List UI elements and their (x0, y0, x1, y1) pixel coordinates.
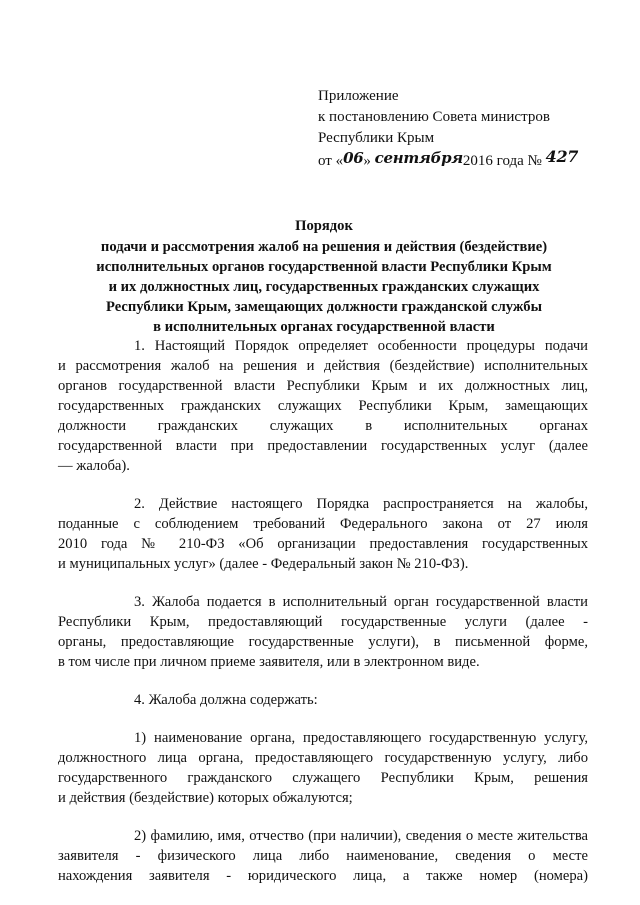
paragraph-line: 2) фамилию, имя, отчество (при наличии), сведения о месте жительства (134, 828, 588, 844)
date-year: 2016 года № (462, 153, 542, 169)
paragraph-line: государственного гражданского служащего Республики Крым, решения (58, 770, 588, 786)
paragraph-line: должности гражданских служащих в исполнительных органах (58, 418, 588, 434)
handwritten-day: 06 (343, 149, 364, 167)
paragraph-line: 2. Действие настоящего Порядка распространяется на жалобы, (134, 496, 588, 512)
document-title (60, 216, 588, 337)
paragraph-4-item-2 (58, 826, 588, 886)
handwritten-number: 427 (545, 147, 579, 166)
paragraph-line: 3. Жалоба подается в исполнительный орган государственной власти (134, 594, 588, 610)
paragraph-line: и муниципальных услуг» (далее - Федеральный закон № 210-ФЗ). (58, 556, 469, 572)
paragraph-line: государственных гражданских служащих Республики Крым, замещающих (58, 398, 588, 414)
title-heading: Порядок (295, 218, 353, 234)
date-prefix: от « (318, 153, 344, 169)
date-mid: » (363, 153, 371, 169)
appendix-region: Республики Крым (318, 130, 435, 146)
paragraph-line: поданные с соблюдением требований Федерального закона от 27 июля (58, 516, 588, 532)
title-line: Республики Крым, замещающих должности гражданской службы (106, 299, 542, 315)
paragraph-line: органы, предоставляющие государственные услуги), в письменной форме, (58, 634, 588, 650)
paragraph-2 (58, 494, 588, 574)
paragraph-line: государственной власти при предоставлении государственных услуг (далее (58, 438, 588, 454)
document-body (58, 336, 588, 886)
paragraph-1 (58, 336, 588, 476)
paragraph-line: — жалоба). (58, 458, 130, 474)
title-line: исполнительных органов государственной власти Республики Крым (96, 259, 552, 275)
appendix-block (318, 86, 618, 172)
paragraph-line: Республики Крым, предоставляющий государственные услуги (далее - (58, 614, 588, 630)
paragraph-line: заявителя - физического лица либо наименование, сведения о месте (58, 848, 588, 864)
appendix-title: Приложение (318, 88, 399, 104)
title-line: подачи и рассмотрения жалоб на решения и действия (бездействие) (100, 239, 548, 255)
paragraph-line: 1. Настоящий Порядок определяет особенности процедуры подачи (134, 338, 588, 354)
handwritten-month: сентября (374, 149, 463, 167)
paragraph-3 (58, 592, 588, 672)
paragraph-line: и рассмотрения жалоб на решения и действия (бездействие) исполнительных (58, 358, 588, 374)
paragraph-4 (96, 690, 588, 710)
appendix-date-line (318, 149, 618, 172)
paragraph-line: и действия (бездействие) которых обжалуются; (58, 790, 353, 806)
paragraph-line: 1) наименование органа, предоставляющего государственную услугу, (134, 730, 588, 746)
paragraph-line: 4. Жалоба должна содержать: (134, 692, 318, 708)
paragraph-4-item-1 (58, 728, 588, 808)
title-line: и их должностных лиц, государственных гражданских служащих (108, 279, 540, 295)
appendix-ref: к постановлению Совета министров (318, 109, 550, 125)
paragraph-line: в том числе при личном приеме заявителя, или в электронном виде. (58, 654, 480, 670)
paragraph-line: нахождения заявителя - юридического лица, а также номер (номера) (58, 868, 588, 884)
title-line: в исполнительных органах государственной власти (153, 319, 495, 335)
paragraph-line: должностного лица органа, предоставляющего государственную услугу, либо (58, 750, 588, 766)
paragraph-line: 2010 года № 210-ФЗ «Об организации предоставления государственных (58, 536, 588, 552)
paragraph-line: органов государственной власти Республики Крым и их должностных лиц, (58, 378, 588, 394)
